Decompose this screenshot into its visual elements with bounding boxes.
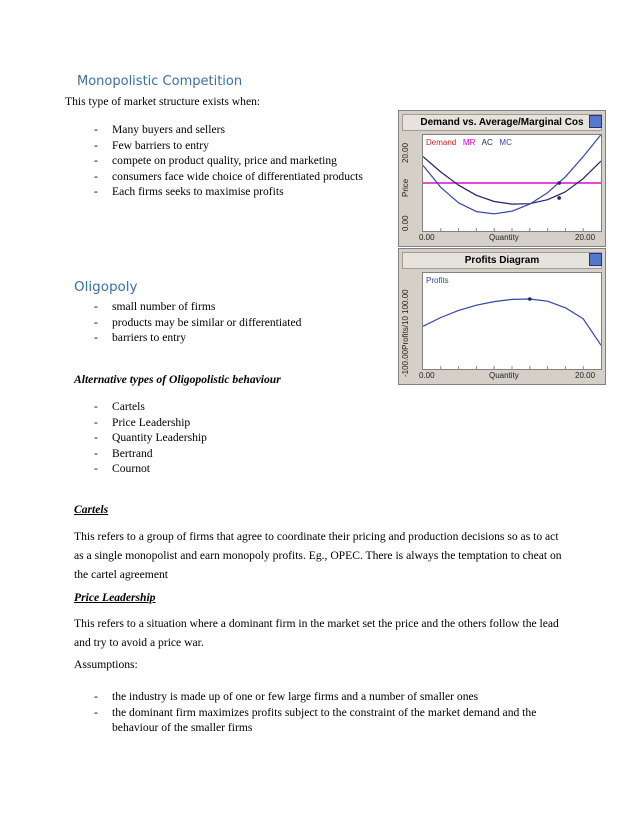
legend-profits: Profits [426,276,449,285]
x-tick-left: 0.00 [419,371,435,380]
legend-ac: AC [481,138,493,147]
x-axis-label: Quantity [489,371,519,380]
monopolistic-intro: This type of market structure exists when: [65,95,261,108]
list-item: - Cartels [94,399,207,415]
heading-cartels: Cartels [74,503,109,516]
heading-price-leadership: Price Leadership [74,591,156,604]
legend-mc: MC [499,138,512,147]
assumptions-label: Assumptions: [74,658,138,671]
cartels-paragraph: This refers to a group of firms that agree to coordinate their pricing and production decisions so as to act as a single monopolist and earn monopoly profits. Eg., OPEC. There is always the temptation to cheat on the cartel agreement [74,530,562,581]
demand-cost-chart-panel [398,110,606,247]
list-item: - products may be similar or differentiated [94,315,301,331]
monopolistic-list [94,122,363,200]
heading-alternative-types: Alternative types of Oligopolistic behaviour [74,373,281,386]
demand-cost-chart [423,135,601,231]
cube-icon[interactable] [589,253,602,266]
assumptions-list [94,689,564,736]
profits-series-profits [423,299,601,345]
heading-oligopoly: Oligopoly [74,279,138,295]
heading-monopolistic-competition: Monopolistic Competition [77,74,243,89]
list-item: - Quantity Leadership [94,430,207,446]
list-item: - consumers face wide choice of differentiated products [94,169,363,185]
cube-icon[interactable] [589,115,602,128]
y-axis-label: Price [401,178,410,197]
chart-title: Profits Diagram [402,252,602,269]
legend [426,138,512,147]
cost-marker-point [557,196,561,200]
x-tick-right: 20.00 [575,233,596,242]
cost-series-ac [423,157,601,205]
legend-mr: MR [462,138,476,147]
oligopoly-list [94,299,301,346]
profits-plot-area [422,272,602,370]
demand-cost-plot-area [422,134,602,232]
list-item: - Price Leadership [94,415,207,431]
legend-demand: Demand [426,138,457,147]
alternative-types-list [94,399,207,477]
list-item: - Each firms seeks to maximise profits [94,184,363,200]
list-item: - Cournot [94,461,207,477]
price-leadership-paragraph: This refers to a situation where a dominant firm in the market set the price and the others follow the lead and try to avoid a price war. [74,617,559,649]
list-item: - small number of firms [94,299,301,315]
list-item: - barriers to entry [94,330,301,346]
cost-marker-point [557,181,561,185]
profits-marker-point [528,297,532,301]
profits-chart [423,273,601,369]
list-item: - compete on product quality, price and marketing [94,153,363,169]
list-item: - the industry is made up of one or few large firms and a number of smaller ones [94,689,564,705]
x-tick-left: 0.00 [419,233,435,242]
chart-title: Demand vs. Average/Marginal Cos [402,114,602,131]
profits-chart-panel [398,248,606,385]
x-axis-label: Quantity [489,233,519,242]
list-item: - the dominant firm maximizes profits subject to the constraint of the market demand and the behaviour of the smaller firms [94,705,564,736]
x-tick-right: 20.00 [575,371,596,380]
y-tick-bottom: 0.00 [401,215,410,231]
list-item: - Many buyers and sellers [94,122,363,138]
y-tick-top: 20.00 [401,142,410,163]
list-item: - Few barriers to entry [94,138,363,154]
list-item: - Bertrand [94,446,207,462]
y-axis-label: -100.00Profits/10 100.00 [401,289,410,377]
